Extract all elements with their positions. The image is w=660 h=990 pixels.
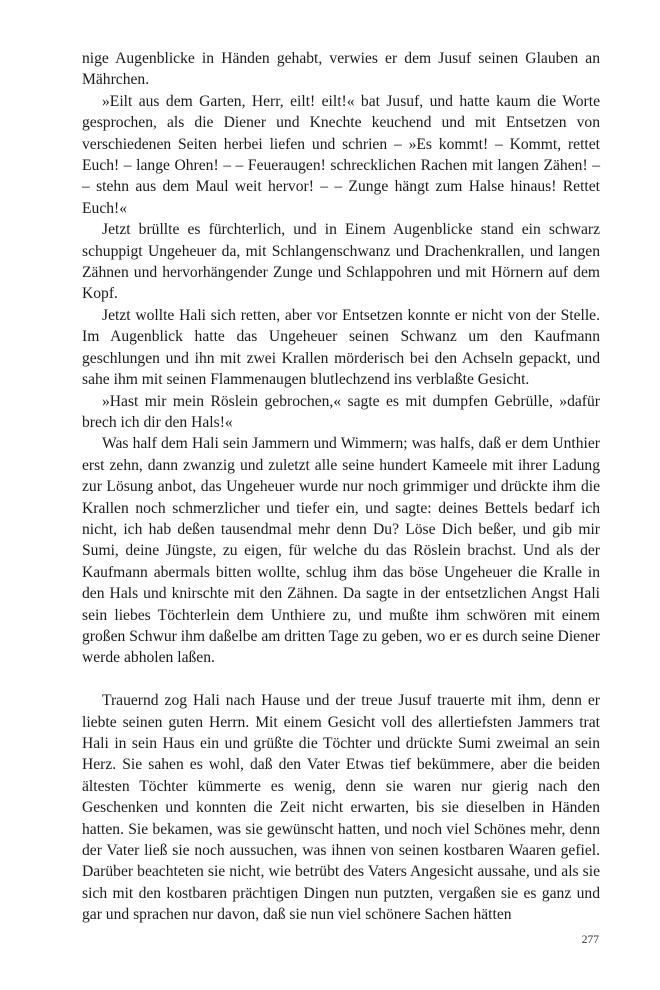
paragraph-hali-bargain: Was half dem Hali sein Jammern und Wimmern; was halfs, daß er dem Unthier erst zehn, dann zwanzig und zuletzt alle seine hundert Kameele mit ihrer Ladung zur Lösung anbot, das Ungeheuer wurde nur noch grimmiger und drückte ihm die Krallen noch schmerzlicher und tiefer ein, und sagte: deines Bettels bedarf ich nicht, ich hab deßen tausendmal mehr denn Du? Löse Dich beßer, und gib mir Sumi, deine Jüngste, zu eigen, für welche du das Röslein brachst. Und als der Kaufmann abermals bitten wollte, schlug ihm das böse Ungeheuer die Kralle in den Hals und knirschte mit den Zähnen. Da sagte in der entsetzlichen Angst Hali sein liebes Töchterlein dem Unthiere zu, und mußte ihm schwören mit einem großen Schwur ihm daßelbe am dritten Tage zu geben, wo er es durch seine Diener werde abholen laßen.	[82, 435, 600, 667]
page-body	[82, 48, 600, 926]
paragraph-return-home: Trauernd zog Hali nach Hause und der treue Jusuf trauerte mit ihm, denn er liebte seinen guten Herrn. Mit einem Gesicht voll des allertiefsten Jammers trat Hali in sein Haus ein und grüßte die Töchter und drückte Sumi zweimal an sein Herz. Sie sahen es wohl, daß den Vater Etwas tief bekümmere, aber die beiden ältesten Töchter kümmerte es wenig, denn sie waren nur gierig nach den Geschenken und konnten die Zeit nicht erwarten, bis sie dieselben in Händen hatten. Sie bekamen, was sie gewünscht hatten, und noch viel Schönes mehr, denn der Vater ließ sie noch aussuchen, was ihnen von seinen kostbaren Waaren gefiel. Darüber beachteten sie nicht, wie betrübt des Vaters Angesicht aussahe, und als sie sich mit den kostbaren prächtigen Dingen nun putzten, vergaßen sie es ganz und gar und sprachen nur davon, daß sie nun viel schönere Sachen hätten	[82, 692, 600, 924]
paragraph-hali-seized: Jetzt wollte Hali sich retten, aber vor Entsetzen konnte er nicht von der Stelle. Im Augenblick hatte das Ungeheuer seinen Schwanz um den Kaufmann geschlungen und ihn mit zwei Krallen mörderisch bei den Achseln gepackt, und sahe ihm mit seinen Flammenaugen blutlechzend ins verblaßte Gesicht.	[82, 306, 600, 389]
paragraph-continuation: nige Augenblicke in Händen gehabt, verwies er dem Jusuf seinen Glauben an Mährchen.	[82, 50, 600, 89]
paragraph-monster-speech: »Hast mir mein Röslein gebrochen,« sagte es mit dumpfen Gebrülle, »dafür brech ich dir den Hals!«	[82, 392, 600, 431]
page-number: 277	[581, 934, 599, 946]
paragraph-monster-appears: Jetzt brüllte es fürchterlich, und in Einem Augenblicke stand ein schwarz schuppigt Ungeheuer da, mit Schlangenschwanz und Drachenkrallen, und langen Zähnen und hervorhängender Zunge und Schlappohren und mit Hörnern auf dem Kopf.	[82, 221, 600, 303]
paragraph-jusuf-warning: »Eilt aus dem Garten, Herr, eilt! eilt!« bat Jusuf, und hatte kaum die Worte gesprochen, als die Diener und Knechte keuchend und mit Entsetzen von verschiedenen Seiten herbei liefen und schrien – »Es kommt! – Kommt, rettet Euch! – lange Ohren! – – Feueraugen! schrecklichen Rachen mit langen Zähen! – – stehn aus dem Maul weit hervor! – – Zunge hängt zum Halse hinaus! Rettet Euch!«	[82, 92, 600, 217]
